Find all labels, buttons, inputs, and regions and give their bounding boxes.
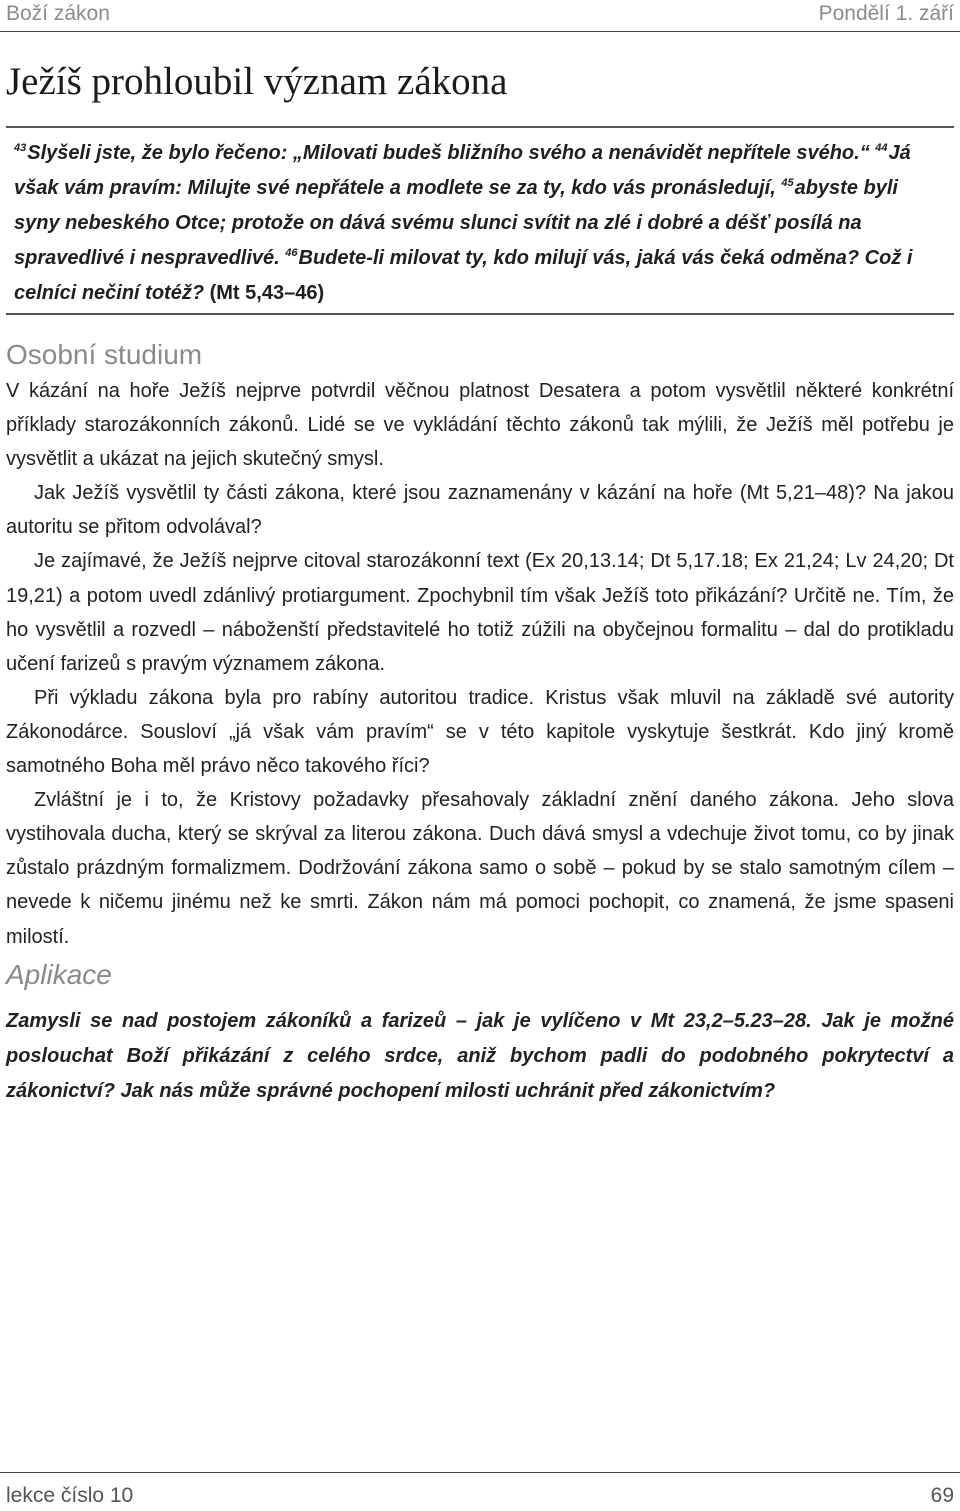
personal-study-heading: Osobní studium <box>6 339 203 370</box>
personal-study-body <box>6 374 954 954</box>
page-footer <box>0 1472 960 1511</box>
lesson-number: lekce číslo 10 <box>6 1484 134 1507</box>
study-paragraph: V kázání na hoře Ježíš nejprve potvrdil věčnou platnost Desatera a potom vysvětlil některé konkrétní příklady starozákonních zákonů. Lidé se ve vykládání těchto zákonů tak mýlili, že Ježíš měl potřebu je vysvětlit a ukázat na jejich skutečný smysl. <box>6 380 954 471</box>
verse-number: 45 <box>781 177 794 190</box>
application-heading: Aplikace <box>6 959 112 990</box>
study-paragraph: Zvláštní je i to, že Kristovy požadavky přesahovaly základní znění daného zákona. Jeho slova vystihovala ducha, který se skrýval za literou zákona. Duch dává smysl a vdechuje život tomu, co by jinak zůstalo prázdným formalizmem. Dodržování zákona samo o sobě – pokud by se stalo samotným cílem – nevede k ničemu jinému než ke smrti. Zákon nám má pomoci pochopit, co znamená, že jsme spaseni milostí. <box>6 789 954 948</box>
verse-number: 46 <box>285 247 298 260</box>
lesson-date: Pondělí 1. září <box>818 2 954 25</box>
page-title: Ježíš prohloubil význam zákona <box>6 60 508 103</box>
verse-text: Já však vám pravím: Milujte své nepřátele a modlete se za ty, kdo vás pronásledují, <box>14 142 911 199</box>
study-paragraph: Při výkladu zákona byla pro rabíny autoritou tradice. Kristus však mluvil na základě své autority Zákonodárce. Sousloví „já však vám pravím“ se v této kapitole vyskytuje šestkrát. Kdo jiný kromě samotného Boha měl právo něco takového říci? <box>6 686 954 778</box>
page-number: 69 <box>930 1484 954 1507</box>
application-text: Zamysli se nad postojem zákoníků a farizeů – jak je vylíčeno v Mt 23,2–5.23–28. Jak je možné poslouchat Boží přikázání z celého srdce, aniž bychom padli do podobného pokrytectví a zákonictví? Jak nás může správné pochopení milosti uchránit před zákonictvím? <box>6 1010 954 1102</box>
verse-text: Budete-li milovat ty, kdo milují vás, jaká vás čeká odměna? Což i celníci nečiní totéž? <box>14 247 913 304</box>
verse-text: Slyšeli jste, že bylo řečeno: „Milovati budeš bližního svého a nenávidět nepřítele svého.“ <box>27 142 876 164</box>
scripture-reference: (Mt 5,43–46) <box>209 282 325 304</box>
verse-number: 44 <box>875 142 888 155</box>
page-header <box>0 0 960 32</box>
book-title: Boží zákon <box>6 2 110 25</box>
study-paragraph: Je zajímavé, že Ježíš nejprve citoval starozákonní text (Ex 20,13.14; Dt 5,17.18; Ex 21,24; Lv 24,20; Dt 19,21) a potom uvedl zdánlivý protiargument. Zpochybnil tím však Ježíš toto přikázání? Určitě ne. Tím, že ho vysvětlil a rozvedl – náboženští představitelé ho totiž zúžili na obyčejnou formalitu – dal do protikladu učení farizeů s pravým významem zákona. <box>6 550 954 675</box>
scripture-text <box>14 136 946 311</box>
verse-number: 43 <box>14 142 27 155</box>
verse-text: abyste byli syny nebeského Otce; protože on dává svému slunci svítit na zlé i dobré a déšť posílá na spravedlivé i nespravedlivé. <box>14 177 898 269</box>
scripture-passage <box>6 126 954 315</box>
study-paragraph: Jak Ježíš vysvětlil ty části zákona, které jsou zaznamenány v kázání na hoře (Mt 5,21–48)? Na jakou autoritu se přitom odvolával? <box>6 482 954 539</box>
